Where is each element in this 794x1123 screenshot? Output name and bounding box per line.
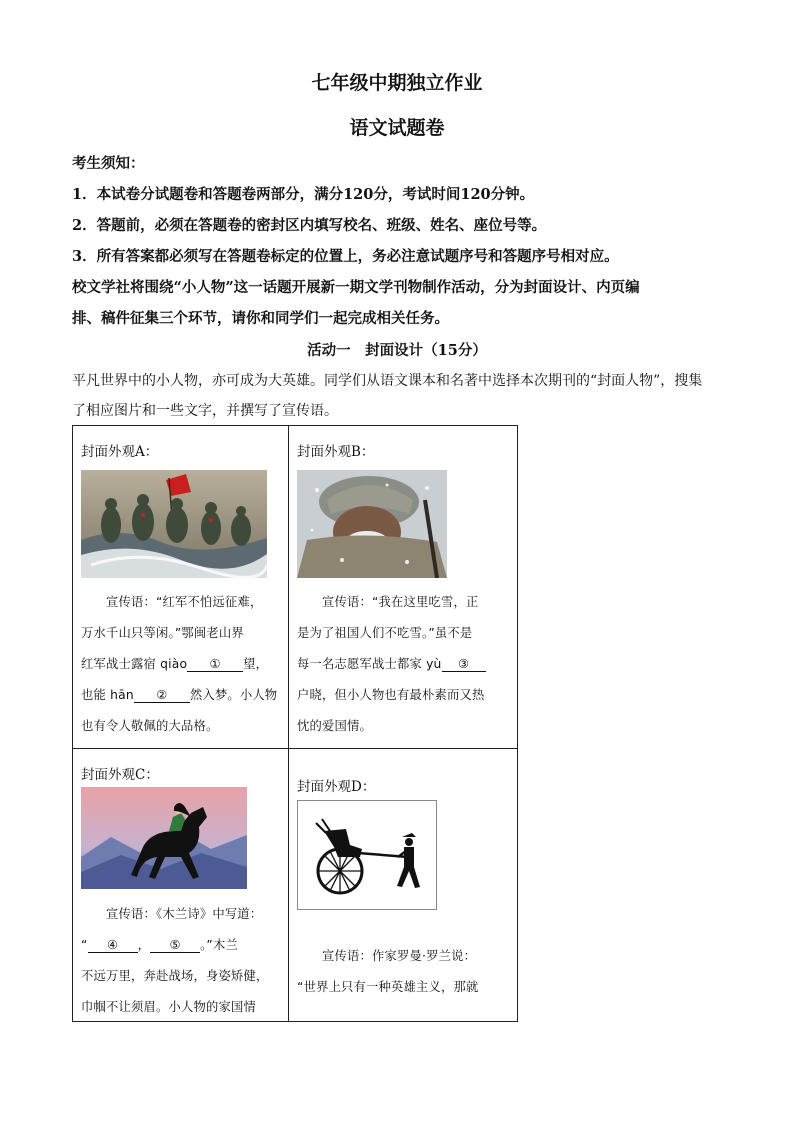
cover-label: 封面外观B： (297, 444, 375, 460)
intro-line: 排、稿件征集三个环节，请你和同学们一起完成相关任务。 (72, 310, 449, 327)
slogan-text: 。”木兰 (200, 938, 238, 952)
slogan-line: 宣传语：“我在这里吃雪，正 (297, 595, 479, 609)
cover-table (72, 425, 518, 1022)
blank-1[interactable]: ① (187, 657, 243, 672)
cover-c-slogan (81, 899, 281, 1023)
slogan-text: 然入梦。小人物 (189, 688, 278, 702)
cover-cell-a (73, 426, 289, 749)
cover-cell-d (289, 749, 518, 1022)
slogan-line (81, 930, 281, 961)
cover-d-slogan (297, 941, 497, 1003)
slogan-line: 万水千山只等闲。”鄂闽老山界 (81, 626, 244, 640)
activity-heading: 活动一 封面设计（15分） (307, 342, 487, 359)
cover-label: 封面外观A： (81, 444, 159, 460)
slogan-line (297, 649, 497, 680)
slogan-line: 是为了祖国人们不吃雪。”虽不是 (297, 626, 473, 640)
cover-label: 封面外观D： (297, 779, 376, 795)
slogan-text: 也能 hān (81, 688, 134, 702)
blank-2[interactable]: ② (134, 688, 190, 703)
red-army-painting-image (81, 470, 267, 578)
rickshaw-puller-image (297, 800, 437, 910)
slogan-text: 望， (243, 657, 269, 671)
mulan-on-horse-image (81, 787, 247, 889)
slogan-text: 红军战士露宿 qiào (81, 657, 188, 671)
slogan-text: ， (137, 938, 151, 952)
activity-line: 平凡世界中的小人物，亦可成为大英雄。同学们从语文课本和名著中选择本次期刊的“封面人物”，搜集 (72, 373, 703, 389)
volunteer-soldier-image (297, 470, 447, 578)
slogan-line: 巾帼不让须眉。小人物的家国情 (81, 1000, 256, 1014)
slogan-line (81, 649, 281, 680)
slogan-line: “世界上只有一种英雄主义，那就 (297, 980, 479, 994)
cover-label: 封面外观C： (81, 767, 159, 783)
slogan-line: 宣传语：《木兰诗》中写道： (81, 907, 263, 921)
slogan-line: 忱的爱国情。 (297, 719, 372, 733)
notice-item: 3．所有答案都必须写在答题卷标定的位置上，务必注意试题序号和答题序号相对应。 (72, 248, 619, 265)
notice-heading: 考生须知： (72, 155, 145, 172)
cover-cell-b (289, 426, 518, 749)
blank-5[interactable]: ⑤ (150, 938, 200, 953)
slogan-line (81, 680, 281, 711)
cover-a-slogan (81, 587, 281, 742)
slogan-line: 不远万里，奔赴战场，身姿矫健， (81, 969, 269, 983)
slogan-text: 每一名志愿军战士都家 yù (297, 657, 442, 671)
slogan-line: 宣传语：作家罗曼·罗兰说： (297, 949, 477, 963)
slogan-line: 也有令人敬佩的大品格。 (81, 719, 219, 733)
slogan-line: 宣传语：“红军不怕远征难， (81, 595, 263, 609)
page-title: 七年级中期独立作业 (311, 72, 483, 94)
cover-b-slogan (297, 587, 497, 742)
intro-line: 校文学社将围绕“小人物”这一话题开展新一期文学刊物制作活动，分为封面设计、内页编 (72, 279, 640, 296)
slogan-line: 户晓，但小人物也有最朴素而又热 (297, 688, 485, 702)
blank-3[interactable]: ③ (442, 657, 486, 672)
slogan-text: “ (81, 938, 88, 952)
notice-item: 1．本试卷分试题卷和答题卷两部分，满分120分，考试时间120分钟。 (72, 186, 535, 203)
notice-item: 2．答题前，必须在答题卷的密封区内填写校名、班级、姓名、座位号等。 (72, 217, 547, 234)
page-subtitle: 语文试题卷 (349, 117, 445, 139)
cover-cell-c (73, 749, 289, 1022)
blank-4[interactable]: ④ (88, 938, 138, 953)
activity-line: 了相应图片和一些文字，并撰写了宣传语。 (72, 403, 338, 419)
